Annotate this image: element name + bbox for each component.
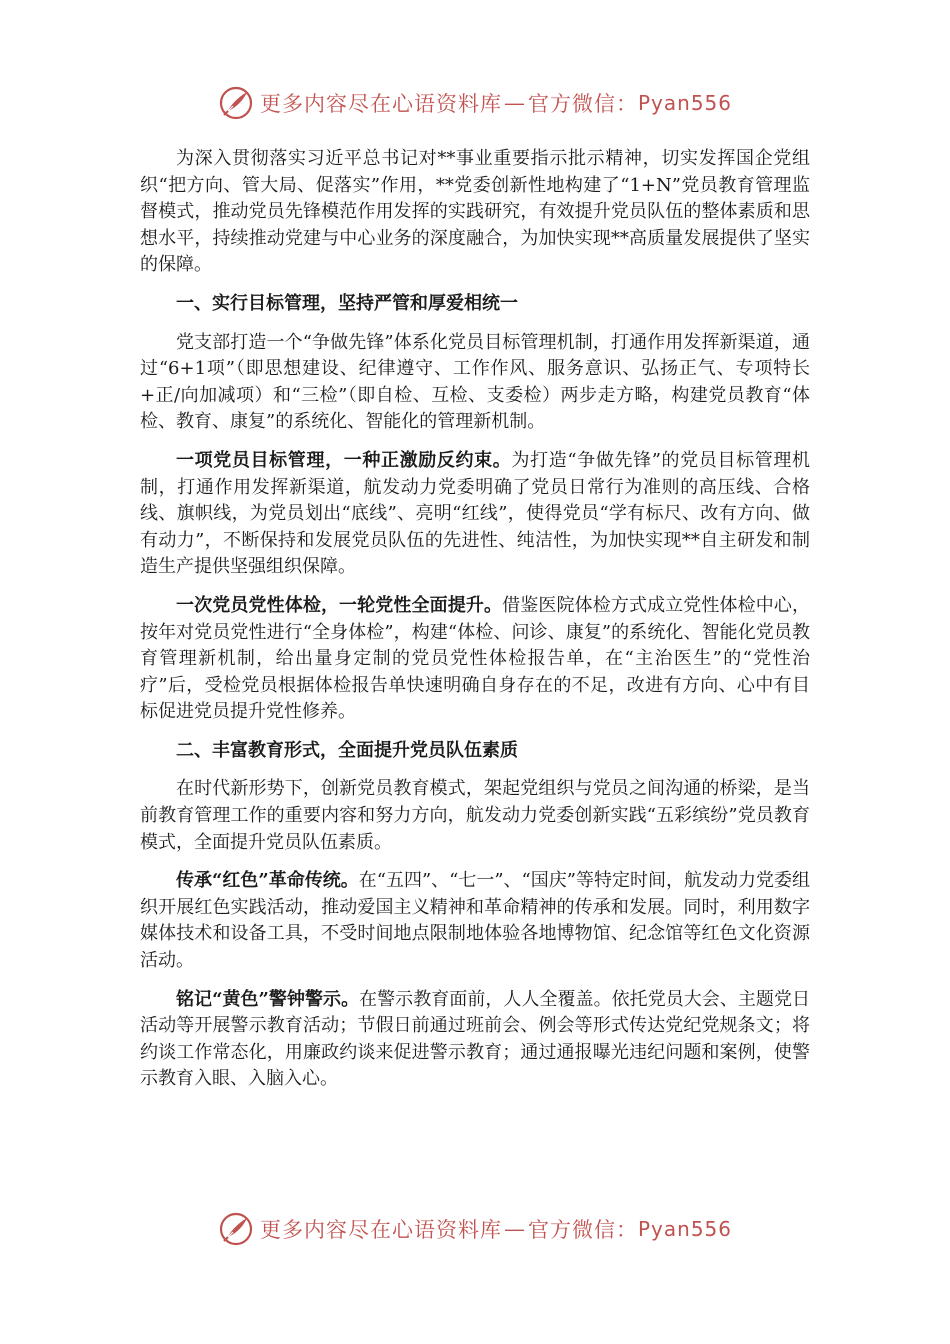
section2-paragraph-3-lead: 铭记“黄色”警钟警示。 — [176, 988, 360, 1010]
section1-paragraph-3 — [140, 593, 810, 726]
footer-watermark — [0, 1209, 950, 1249]
watermark-text: 更多内容尽在心语资料库 — [259, 1218, 502, 1242]
section1-heading: 一、实行目标管理，坚持严管和厚爱相统一 — [176, 292, 518, 314]
header-watermark — [0, 83, 950, 123]
section2-paragraph-1: 在时代新形势下，创新党员教育模式，架起党组织与党员之间沟通的桥梁，是当前教育管理工作的重要内容和努力方向，航发动力党委创新实践“五彩缤纷”党员教育模式，全面提升党员队伍素质。 — [140, 778, 810, 853]
intro-paragraph: 为深入贯彻落实习近平总书记对**事业重要指示批示精神，切实发挥国企党组织“把方向、管大局、促落实”作用，**党委创新性地构建了“1+N”党员教育管理监督模式，推动党员先锋模范作用发挥的实践研究，有效提升党员队伍的整体素质和思想水平，持续推动党建与中心业务的深度融合，为加快实现**高质量发展提供了坚实的保障。 — [140, 148, 810, 276]
quill-pen-icon — [218, 1211, 254, 1247]
section2-paragraph-3-body: 在警示教育面前，人人全覆盖。依托党员大会、主题党日活动等开展警示教育活动；节假日前通过班前会、例会等形式传达党纪党规条文；将约谈工作常态化，用廉政约谈来促进警示教育；通过通报曝光违纪问题和案例，使警示教育入眼、入脑入心。 — [140, 988, 810, 1090]
watermark-label: 官方微信： — [527, 92, 638, 116]
document-body — [140, 146, 810, 1105]
watermark-separator: — — [503, 91, 526, 115]
watermark-id: Pyan556 — [637, 91, 732, 115]
section1-paragraph-2 — [140, 448, 810, 581]
section1-paragraph-2-body: 为打造“争做先锋”的党员目标管理机制，打通作用发挥新渠道，航发动力党委明确了党员日常行为准则的高压线、合格线、旗帜线，为党员划出“底线”、亮明“红线”，使得党员“学有标尺、改有方向、做有动力”，不断保持和发展党员队伍的先进性、纯洁性，为加快实现**自主研发和制造生产提供坚强组织保障。 — [140, 449, 811, 578]
section1-paragraph-2-lead: 一项党员目标管理，一种正激励反约束。 — [176, 449, 512, 471]
watermark-id: Pyan556 — [637, 1217, 732, 1241]
watermark-label: 官方微信： — [527, 1218, 638, 1242]
watermark-separator: — — [503, 1217, 526, 1241]
section1-paragraph-1: 党支部打造一个“争做先锋”体系化党员目标管理机制，打通作用发挥新渠道，通过“6+1项”（即思想建设、纪律遵守、工作作风、服务意识、弘扬正气、专项特长+正/向加减项）和“三检”（即自检、互检、支委检）两步走方略，构建党员教育“体检、教育、康复”的系统化、智能化的管理新机制。 — [140, 331, 810, 433]
section2-heading: 二、丰富教育形式，全面提升党员队伍素质 — [176, 739, 518, 761]
section1-paragraph-3-lead: 一次党员党性体检，一轮党性全面提升。 — [176, 594, 503, 616]
watermark-text: 更多内容尽在心语资料库 — [259, 92, 502, 116]
section2-paragraph-2 — [140, 868, 810, 974]
section2-paragraph-2-body: 在“五四”、“七一”、“国庆”等特定时间，航发动力党委组织开展红色实践活动，推动爱国主义精神和革命精神的传承和发展。同时，利用数字媒体技术和设备工具，不受时间地点限制地体验各地博物馆、纪念馆等红色文化资源活动。 — [140, 870, 810, 972]
section2-paragraph-3 — [140, 987, 810, 1093]
section1-paragraph-3-body: 借鉴医院体检方式成立党性体检中心，按年对党员党性进行“全身体检”，构建“体检、问诊、康复”的系统化、智能化党员教育管理新机制，给出量身定制的党员党性体检报告单，在“主治医生”的“党性治疗”后，受检党员根据体检报告单快速明确自身存在的不足，改进有方向、心中有目标促进党员提升党性修养。 — [140, 594, 811, 723]
quill-pen-icon — [218, 85, 254, 121]
section2-paragraph-2-lead: 传承“红色”革命传统。 — [176, 870, 359, 892]
